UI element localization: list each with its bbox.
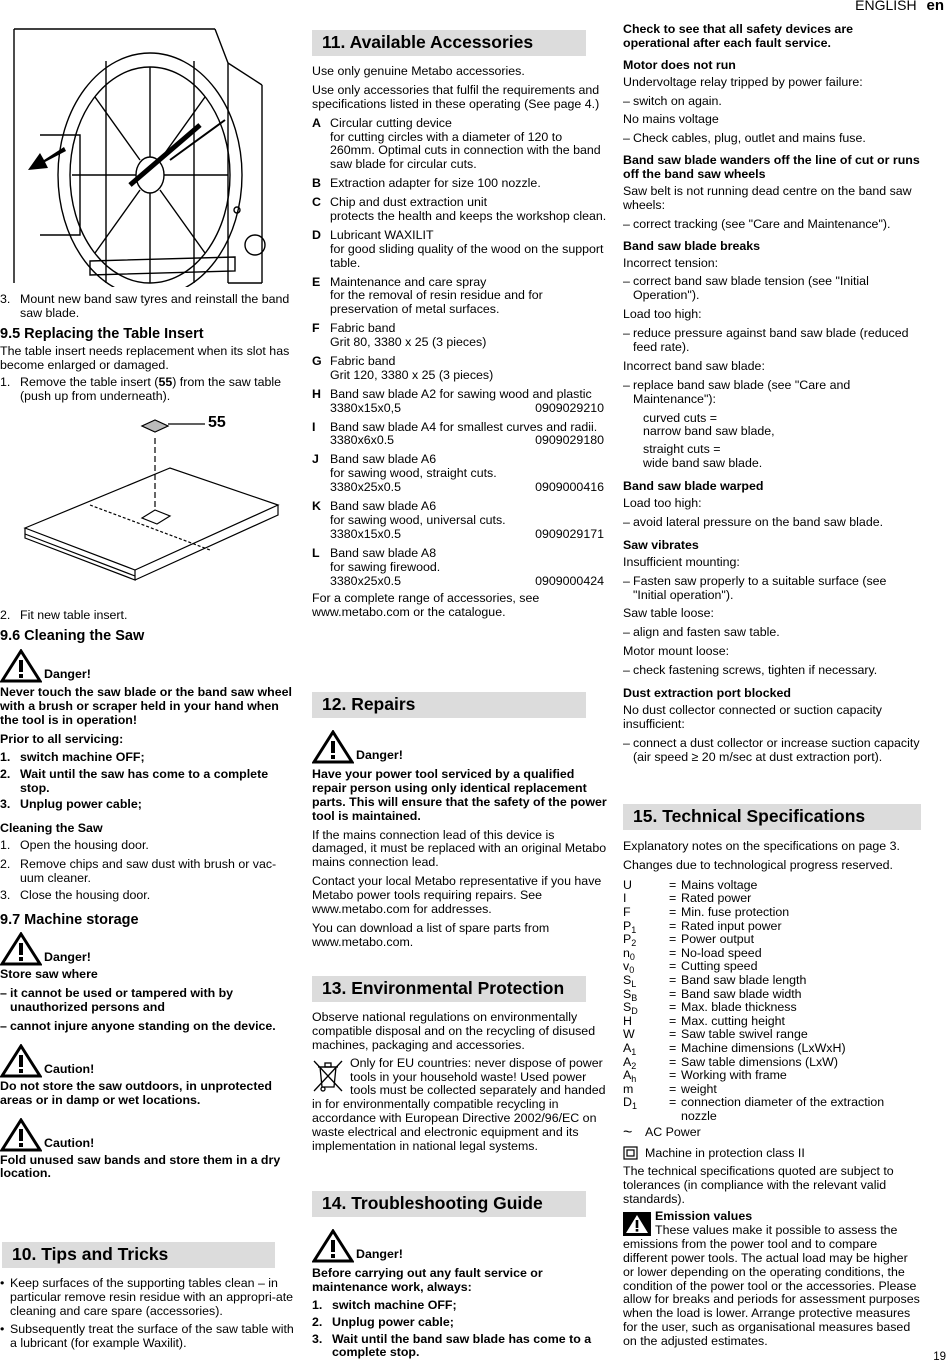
accessory-name: Extraction adapter for size 100 nozzle. (330, 176, 541, 191)
subheading: Dust extraction port blocked (623, 685, 791, 700)
subheading: Band saw blade breaks (623, 238, 761, 253)
spec-symbol: H (623, 1013, 632, 1028)
spec-symbol: S (623, 1000, 632, 1015)
equals-sign: = (669, 877, 677, 892)
spec-description: Mains voltage (681, 877, 758, 892)
list-item: • Keep surfaces of the supporting tables clean – in particular remove resin residue with an appropri-ate cleaning and care spare (accessories). (0, 1276, 294, 1318)
list-item: – replace band saw blade (see "Care and Maintenance"): (623, 377, 851, 406)
equals-sign: = (669, 1040, 677, 1055)
caution-notice: Caution! (0, 1118, 292, 1152)
accessory-order-number: 0909029210 (535, 400, 604, 415)
list-item: – switch on again. (623, 93, 722, 108)
warning-triangle-icon (0, 1044, 42, 1078)
accessory-item (312, 117, 608, 173)
list-item: 3. Unplug power cable; (0, 797, 142, 812)
accessory-name: Band saw blade A6 (330, 452, 437, 467)
spec-description: Band saw blade length (681, 972, 807, 987)
accessory-name: Fabric band (330, 354, 396, 369)
accessory-letter: J (312, 452, 319, 467)
accessory-letter: K (312, 499, 321, 514)
spec-symbol: P (623, 918, 632, 933)
spec-symbol: m (623, 1081, 634, 1096)
accessory-item (312, 500, 608, 542)
equals-sign: = (669, 1054, 677, 1069)
accessory-description: for sawing wood, straight cuts. (330, 466, 497, 481)
protection-class-ii-icon (623, 1146, 639, 1160)
spec-symbol: U (623, 877, 632, 892)
list-item: – align and fasten saw table. (623, 625, 780, 640)
list-item: – Fasten saw properly to a suitable surface (see "Initial operation"). (623, 573, 887, 602)
accessory-letter: L (312, 545, 320, 560)
warning-triangle-icon (0, 932, 42, 966)
spec-symbol: I (623, 891, 627, 906)
section-title-12: 12. Repairs (312, 692, 586, 718)
list-item: 1. switch machine OFF; (0, 749, 145, 764)
accessory-order-number: 0909000416 (535, 480, 604, 495)
accessory-letter: D (312, 227, 321, 242)
equals-sign: = (669, 1095, 677, 1110)
spec-description: Rated input power (681, 918, 782, 933)
spec-description: weight (681, 1081, 717, 1096)
accessory-name: Band saw blade A2 for sawing wood and plastic (330, 386, 592, 401)
accessory-item (312, 177, 608, 191)
list-item: 1. switch machine OFF; (312, 1297, 457, 1312)
accessory-description: for cutting circles with a diameter of 120 to 260mm. Optimal cuts in connection with the band saw blade for circular cuts. (330, 129, 601, 172)
accessory-dimensions: 3380x15x0,5 (330, 400, 401, 415)
page-header (855, 0, 944, 15)
spec-symbol: n (623, 945, 630, 960)
section-title-15: 15. Technical Specifications (623, 804, 921, 830)
accessory-name: Fabric band (330, 321, 396, 336)
spec-description: Min. fuse protection (681, 904, 790, 919)
spec-description: Saw table dimensions (LxW) (681, 1054, 839, 1069)
accessory-letter: C (312, 195, 321, 210)
list-item: 1. Remove the table insert (55) from the saw table (push up from underneath). (0, 375, 282, 403)
equals-sign: = (669, 1068, 677, 1083)
spec-symbol: S (623, 986, 632, 1001)
section-title-9-7: 9.7 Machine storage (0, 912, 139, 928)
spec-description: Max. cutting height (681, 1013, 786, 1028)
accessory-order-number: 0909000424 (535, 573, 604, 588)
list-item: 3. Mount new band saw tyres and reinstall the band saw blade. (0, 292, 290, 320)
list-item: – Check cables, plug, outlet and mains fuse. (623, 131, 866, 146)
list-item: – correct band saw blade tension (see "Initial Operation"). (623, 274, 869, 303)
section-title-13: 13. Environmental Protection (312, 976, 586, 1002)
ac-wave-icon: ~ (623, 1124, 633, 1142)
language-code: en (926, 0, 944, 14)
spec-symbol-row (623, 906, 921, 920)
spec-symbol-row (623, 1042, 921, 1056)
equals-sign: = (669, 1013, 677, 1028)
list-item: 2. Remove chips and saw dust with brush or vac-uum cleaner. (0, 857, 277, 886)
accessory-description: for sawing wood, universal cuts. (330, 512, 506, 527)
spec-symbol-row (623, 879, 921, 893)
subheading: Cleaning the Saw (0, 821, 103, 836)
spec-description: No-load speed (681, 945, 762, 960)
danger-notice: Danger! (0, 649, 292, 683)
spec-symbol-subscript: D (631, 1006, 638, 1017)
table-insert-illustration (20, 410, 285, 605)
subheading: Motor does not run (623, 57, 736, 72)
accessory-letter: A (312, 115, 321, 130)
equals-sign: = (669, 959, 677, 974)
accessory-order-number: 0909029171 (535, 526, 604, 541)
spec-symbol-subscript: B (631, 992, 638, 1003)
equals-sign: = (669, 932, 677, 947)
equals-sign: = (669, 891, 677, 906)
section-title-14: 14. Troubleshooting Guide (312, 1191, 586, 1217)
accessory-item (312, 355, 608, 383)
spec-description: Power output (681, 932, 755, 947)
accessory-item (312, 453, 608, 495)
list-item: – cannot injure anyone standing on the device. (0, 1018, 276, 1033)
list-item: 3. Close the housing door. (0, 887, 151, 902)
list-item: – check fastening screws, tighten if necessary. (623, 663, 878, 678)
danger-notice: Danger! (312, 1229, 608, 1263)
list-item: • Subsequently treat the surface of the saw table with a lubricant (for example Waxilit). (0, 1321, 294, 1350)
spec-symbol-subscript: 2 (631, 938, 637, 949)
section-title-9-6: 9.6 Cleaning the Saw (0, 628, 145, 644)
accessory-dimensions: 3380x15x0.5 (330, 526, 401, 541)
accessory-name: Chip and dust extraction unit (330, 195, 488, 210)
spec-symbol: S (623, 972, 632, 987)
accessory-name: Band saw blade A4 for smallest curves and radii. (330, 419, 598, 434)
list-item: 3. Wait until the band saw blade has come to a complete stop. (312, 1331, 592, 1360)
warning-triangle-icon (0, 1118, 42, 1152)
subheading: Band saw blade warped (623, 479, 764, 494)
spec-symbol-row (623, 947, 921, 961)
spec-symbol-row (623, 988, 921, 1002)
equals-sign: = (669, 1081, 677, 1096)
spec-symbol-subscript: 1 (631, 1101, 637, 1112)
spec-symbol-row (623, 1069, 921, 1083)
equals-sign: = (669, 1000, 677, 1015)
section-title-11: 11. Available Accessories (312, 30, 586, 56)
spec-description: Max. blade thickness (681, 1000, 797, 1015)
accessory-dimensions: 3380x25x0.5 (330, 480, 401, 495)
spec-symbol-row (623, 1028, 921, 1042)
warning-triangle-icon (312, 1229, 354, 1263)
spec-symbol-subscript: h (631, 1074, 637, 1085)
spec-description: Band saw blade width (681, 986, 802, 1001)
accessory-description: Grit 80, 3380 x 25 (3 pieces) (330, 335, 487, 350)
accessory-name: Circular cutting device (330, 115, 452, 130)
accessory-list (312, 117, 608, 589)
section-title-9-5: 9.5 Replacing the Table Insert (0, 326, 204, 342)
accessory-item (312, 276, 608, 318)
list-item: – avoid lateral pressure on the band saw blade. (623, 514, 884, 529)
spec-symbol: W (623, 1027, 635, 1042)
spec-symbol-subscript: 1 (631, 924, 637, 935)
equals-sign: = (669, 972, 677, 987)
spec-symbol-row (623, 1083, 921, 1097)
spec-description: Working with frame (681, 1068, 787, 1083)
accessory-letter: I (312, 419, 316, 434)
accessory-description: for sawing firewood. (330, 559, 441, 574)
warning-triangle-icon (623, 1212, 651, 1236)
accessory-item (312, 547, 608, 589)
spec-symbol-subscript: 2 (631, 1060, 637, 1071)
accessory-name: Band saw blade A6 (330, 499, 437, 514)
page-number: 19 (933, 1351, 946, 1363)
accessory-description: Grit 120, 3380 x 25 (3 pieces) (330, 367, 494, 382)
protection-class-row: Machine in protection class II (623, 1146, 921, 1160)
equals-sign: = (669, 986, 677, 1001)
spec-description: connection diameter of the extraction nozzle (681, 1095, 885, 1123)
symbol-list (623, 879, 921, 1124)
accessory-letter: F (312, 321, 320, 336)
list-item: – connect a dust collector or increase suction capacity (air speed ≥ 20 m/sec at dust extraction port). (623, 735, 920, 764)
spec-symbol-row (623, 1096, 921, 1123)
warning-triangle-icon (0, 649, 42, 683)
crossed-bin-icon (312, 1059, 344, 1093)
spec-description: Cutting speed (681, 959, 758, 974)
spec-symbol: A (623, 1054, 632, 1069)
spec-description: Saw table swivel range (681, 1027, 808, 1042)
accessory-item (312, 388, 608, 416)
spec-symbol-row (623, 933, 921, 947)
band-saw-wheel-illustration (0, 25, 290, 287)
list-item: – reduce pressure against band saw blade (reduced feed rate). (623, 326, 909, 355)
caution-notice: Caution! (0, 1044, 292, 1078)
danger-notice: Danger! (0, 932, 292, 966)
subheading: Band saw blade wanders off the line of cut or runs off the band saw wheels (623, 153, 920, 182)
accessory-description: for the removal of resin residue and for preservation of metal surfaces. (330, 288, 543, 317)
accessory-item (312, 196, 608, 224)
accessory-name: Band saw blade A8 (330, 545, 437, 560)
spec-symbol: D (623, 1095, 632, 1110)
subheading: Saw vibrates (623, 537, 699, 552)
language-label: ENGLISH (855, 0, 917, 13)
list-item: 2. Wait until the saw has come to a complete stop. (0, 766, 269, 795)
spec-symbol-row (623, 1001, 921, 1015)
spec-symbol-row (623, 1056, 921, 1070)
accessory-letter: E (312, 274, 321, 289)
spec-description: Machine dimensions (LxWxH) (681, 1040, 846, 1055)
spec-symbol-subscript: 1 (631, 1046, 637, 1057)
list-item: – correct tracking (see "Care and Maintenance"). (623, 216, 891, 231)
spec-symbol-row (623, 960, 921, 974)
spec-symbol-subscript: 0 (629, 951, 635, 962)
accessory-item (312, 322, 608, 350)
spec-symbol: F (623, 904, 631, 919)
accessory-name: Maintenance and care spray (330, 274, 487, 289)
ac-power-row: ~ AC Power (623, 1124, 701, 1142)
spec-symbol: A (623, 1040, 632, 1055)
spec-description: Rated power (681, 891, 752, 906)
list-item: 1. Open the housing door. (0, 838, 149, 853)
spec-symbol-subscript: L (631, 978, 637, 989)
spec-symbol-row (623, 892, 921, 906)
equals-sign: = (669, 904, 677, 919)
list-item: – it cannot be used or tampered with by unauthorized persons and (0, 986, 234, 1015)
accessory-description: protects the health and keeps the workshop clean. (330, 209, 607, 224)
figure-callout-55: 55 (208, 414, 226, 431)
accessory-dimensions: 3380x6x0.5 (330, 433, 395, 448)
spec-symbol-row (623, 920, 921, 934)
spec-symbol-row (623, 1015, 921, 1029)
accessory-item (312, 229, 608, 271)
accessory-item (312, 421, 608, 449)
list-item: 2. Fit new table insert. (0, 608, 128, 622)
equals-sign: = (669, 918, 677, 933)
warning-triangle-icon (312, 730, 354, 764)
spec-symbol: v (623, 959, 630, 974)
accessory-name: Lubricant WAXILIT (330, 227, 434, 242)
list-item: 2. Unplug power cable; (312, 1314, 454, 1329)
accessory-order-number: 0909029180 (535, 433, 604, 448)
spec-symbol-row (623, 974, 921, 988)
spec-symbol: A (623, 1068, 632, 1083)
spec-symbol-subscript: 0 (629, 965, 635, 976)
accessory-letter: B (312, 176, 321, 191)
accessory-description: for good sliding quality of the wood on the support table. (330, 241, 604, 270)
equals-sign: = (669, 945, 677, 960)
spec-symbol: P (623, 932, 632, 947)
accessory-letter: H (312, 386, 321, 401)
accessory-dimensions: 3380x25x0.5 (330, 573, 401, 588)
danger-notice: Danger! (312, 730, 608, 764)
section-title-10: 10. Tips and Tricks (2, 1242, 275, 1268)
accessory-letter: G (312, 354, 322, 369)
equals-sign: = (669, 1027, 677, 1042)
